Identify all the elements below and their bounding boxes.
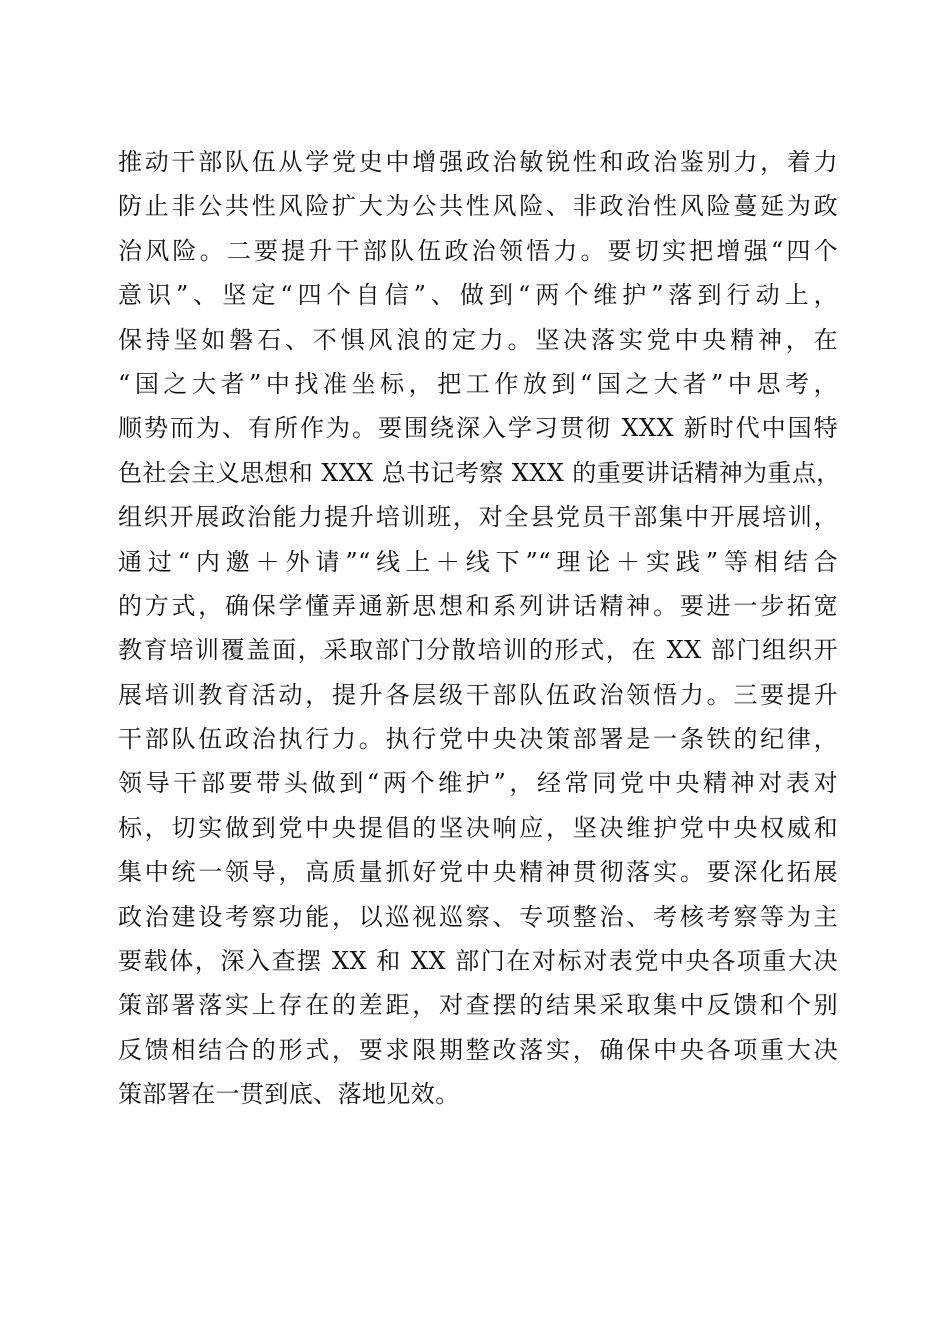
text-line-18: 政治建设考察功能，以巡视巡察、专项整治、考核考察等为主: [118, 902, 838, 931]
text-line-19: 要载体，深入查摆 XX 和 XX 部门在对标对表党中央各项重大决: [118, 947, 838, 976]
text-line-20: 策部署落实上存在的差距，对查摆的结果采取集中反馈和个别: [118, 991, 838, 1020]
text-line-2: 防止非公共性风险扩大为公共性风险、非政治性风险蔓延为政: [118, 192, 838, 221]
text-line-16: 标，切实做到党中央提倡的坚决响应，坚决维护党中央权威和: [118, 813, 838, 842]
text-line-21: 反馈相结合的形式，要求限期整改落实，确保中央各项重大决: [118, 1035, 838, 1064]
text-line-4: 意识”、坚定“四个自信”、做到“两个维护”落到行动上，: [118, 281, 838, 310]
text-line-12: 教育培训覆盖面，采取部门分散培训的形式，在 XX 部门组织开: [118, 636, 838, 665]
text-line-7: 顺势而为、有所作为。要围绕深入学习贯彻 XXX 新时代中国特: [118, 414, 838, 443]
text-line-5: 保持坚如磐石、不惧风浪的定力。坚决落实党中央精神，在: [118, 325, 838, 354]
text-line-15: 领导干部要带头做到“两个维护”，经常同党中央精神对表对: [118, 769, 838, 798]
text-line-22: 策部署在一贯到底、落地见效。: [118, 1080, 460, 1109]
text-line-3: 治风险。二要提升干部队伍政治领悟力。要切实把增强“四个: [118, 236, 838, 265]
text-line-14: 干部队伍政治执行力。执行党中央决策部署是一条铁的纪律，: [118, 725, 838, 754]
text-line-17: 集中统一领导，高质量抓好党中央精神贯彻落实。要深化拓展: [118, 858, 838, 887]
text-line-13: 展培训教育活动，提升各层级干部队伍政治领悟力。三要提升: [118, 680, 838, 709]
text-line-9: 组织开展政治能力提升培训班，对全县党员干部集中开展培训，: [118, 503, 838, 532]
text-line-6: “国之大者”中找准坐标，把工作放到“国之大者”中思考，: [118, 369, 838, 398]
text-line-8: 色社会主义思想和 XXX 总书记考察 XXX 的重要讲话精神为重点，: [118, 458, 841, 487]
text-line-1: 推动干部队伍从学党史中增强政治敏锐性和政治鉴别力，着力: [118, 148, 838, 176]
text-line-10: 通过“内邀＋外请”“线上＋线下”“理论＋实践”等相结合: [118, 547, 838, 576]
body-paragraph: [118, 140, 841, 1117]
text-line-11: 的方式，确保学懂弄通新思想和系列讲话精神。要进一步拓宽: [118, 591, 838, 620]
